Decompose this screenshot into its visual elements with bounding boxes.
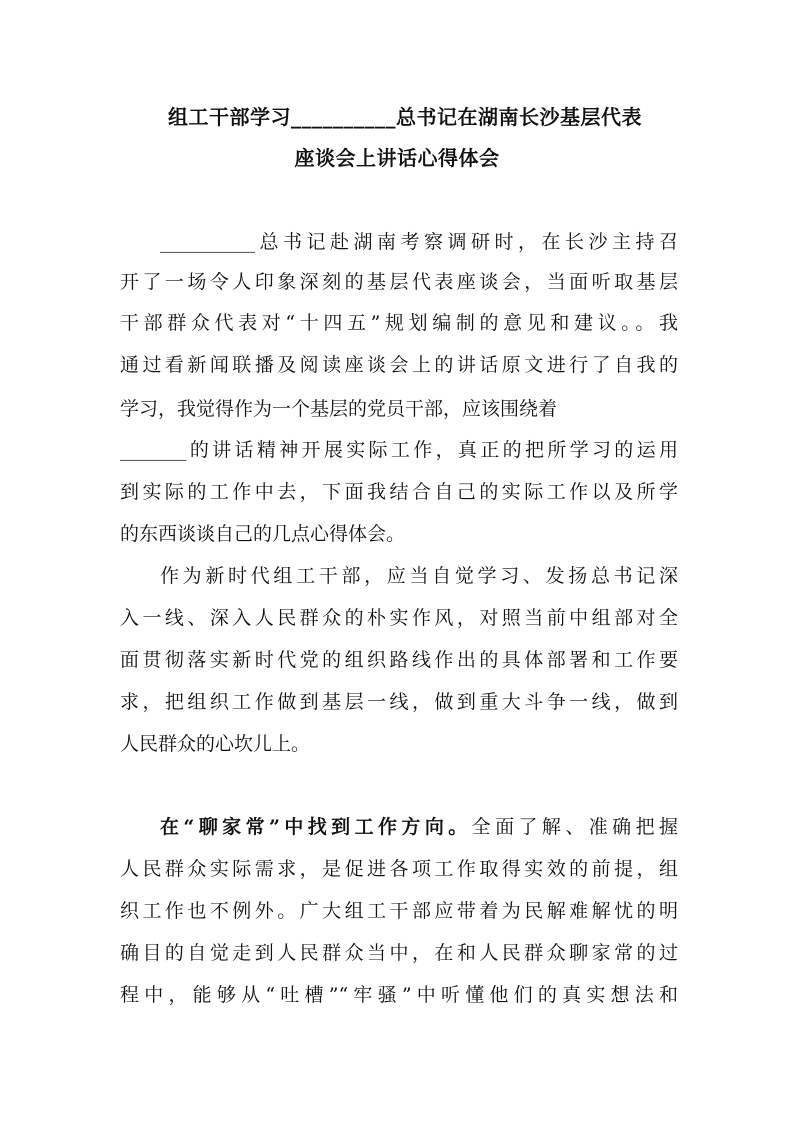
paragraph-2-line-3: 面贯彻落实新时代党的组织路线作出的具体部署和工作要 — [120, 649, 678, 671]
paragraph-1-line-2: 开了一场令人印象深刻的基层代表座谈会，当面听取基层 — [120, 271, 678, 293]
paragraph-3-line-5: 程中，能够从“吐槽”“牢骚”中听懂他们的真实想法和 — [120, 984, 678, 1006]
paragraph-1-line-4: 通过看新闻联播及阅读座谈会上的讲话原文进行了自我的 — [120, 354, 678, 376]
paragraph-1-line-8: 的东西谈谈自己的几点心得体会。 — [120, 523, 406, 545]
paragraph-3-line-3: 织工作也不例外。广大组工干部应带着为民解难解忧的明 — [120, 900, 678, 922]
document-title-line-2: 座谈会上讲话心得体会 — [294, 146, 500, 170]
paragraph-2-line-5: 人民群众的心坎儿上。 — [120, 733, 311, 755]
paragraph-1-line-6: _______的讲话精神开展实际工作，真正的把所学习的运用 — [120, 439, 678, 461]
paragraph-3-line-1-text: 全面了解、准确把握 — [471, 816, 678, 838]
paragraph-1-line-3: 干部群众代表对“十四五”规划编制的意见和建议。。我 — [120, 312, 678, 334]
paragraph-2-line-2: 入一线、深入人民群众的朴实作风，对照当前中组部对全 — [120, 607, 678, 629]
paragraph-2-line-4: 求，把组织工作做到基层一线，做到重大斗争一线，做到 — [120, 691, 678, 713]
paragraph-3-line-2: 人民群众实际需求，是促进各项工作取得实效的前提，组 — [120, 858, 678, 880]
paragraph-1-line-1: __________总书记赴湖南考察调研时，在长沙主持召 — [160, 231, 678, 253]
document-title-line-1: 组工干部学习__________总书记在湖南长沙基层代表 — [168, 105, 642, 129]
paragraph-2-line-1: 作为新时代组工干部，应当自觉学习、发扬总书记深 — [160, 565, 678, 587]
paragraph-1-line-5: 学习，我觉得作为一个基层的党员干部，应该围绕着 — [120, 398, 558, 420]
paragraph-3-line-1 — [160, 818, 678, 837]
section-heading: 在“聊家常”中找到工作方向。 — [160, 816, 472, 838]
paragraph-3-line-4: 确目的自觉走到人民群众当中，在和人民群众聊家常的过 — [120, 942, 678, 964]
paragraph-1-line-7: 到实际的工作中去，下面我结合自己的实际工作以及所学 — [120, 481, 678, 503]
